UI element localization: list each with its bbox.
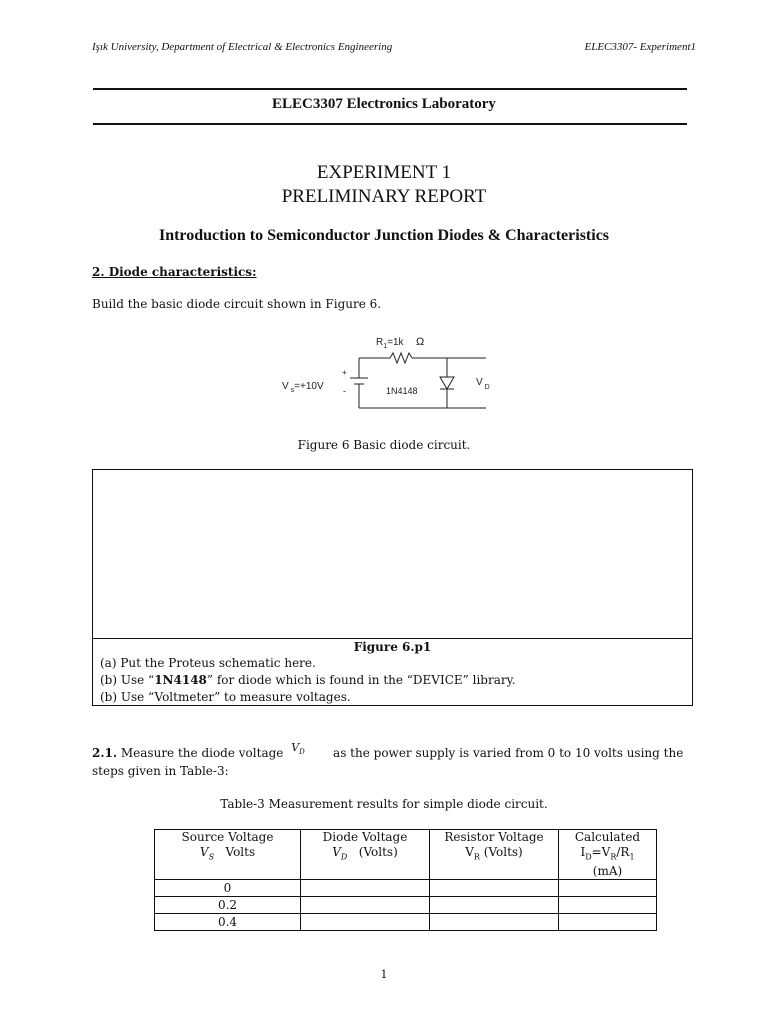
intro-title: Introduction to Semiconductor Junction Diodes & Characteristics (158, 227, 610, 244)
calculated-unit: (mA) (592, 864, 623, 879)
experiment-title: EXPERIMENT 1 (316, 162, 452, 183)
bottom-rule (93, 123, 687, 125)
table-header-row (155, 830, 657, 880)
report-title: PRELIMINARY REPORT (281, 186, 487, 207)
cell-calculated[interactable] (559, 914, 657, 931)
diode-voltage-var: V (332, 845, 341, 859)
instruction-b-part: 1N4148 (154, 673, 207, 687)
header-resistor-voltage (430, 830, 559, 880)
cell-diode[interactable] (301, 880, 430, 897)
table-caption: Table-3 Measurement results for simple diode circuit. (220, 797, 548, 811)
cell-source: 0.2 (155, 897, 301, 914)
resistor-subscript: 1 (383, 343, 388, 350)
build-text: Build the basic diode circuit shown in Figure 6. (92, 297, 382, 311)
resistor-voltage-sub: R (473, 852, 480, 862)
table-row (155, 914, 657, 931)
header-right: ELEC3307- Experiment1 (584, 41, 696, 53)
source-voltage-var: V (199, 845, 209, 859)
diode-voltage-title: Diode Voltage (322, 830, 408, 844)
source-voltage-unit: Volts (225, 845, 256, 859)
diode-voltage-sub: D (340, 852, 348, 862)
source-voltage-title: Source Voltage (181, 830, 274, 844)
box-divider (93, 638, 692, 639)
cell-diode[interactable] (301, 897, 430, 914)
box-title: Figure 6.p1 (353, 640, 432, 654)
instruction-b-suffix: ” for diode which is found in the “DEVICE” library. (206, 673, 516, 687)
step-number: 2.1. (92, 746, 118, 760)
ohm-symbol: Ω (416, 336, 425, 348)
cell-calculated[interactable] (559, 880, 657, 897)
table-row (155, 880, 657, 897)
source-label: V (282, 381, 289, 392)
cell-source: 0.4 (155, 914, 301, 931)
diode-voltage-unit: (Volts) (358, 845, 398, 859)
battery-plus-sign: + (342, 368, 347, 377)
header-calculated (559, 830, 657, 880)
step-text-post: as the power supply is varied from 0 to 10 volts using the (333, 746, 684, 760)
source-value: =+10V (294, 381, 324, 392)
cell-source: 0 (155, 880, 301, 897)
schematic-answer-box (92, 469, 693, 706)
svg-text:R1=1k (376, 337, 405, 350)
calculated-formula: $I_D=V_R/R_1$ (580, 845, 635, 862)
step-var (287, 741, 329, 756)
step-var-symbol: V (291, 741, 300, 754)
diode-part-label: 1N4148 (386, 386, 418, 396)
cell-diode[interactable] (301, 914, 430, 931)
page-number: 1 (380, 968, 388, 981)
cell-calculated[interactable] (559, 897, 657, 914)
diode-circuit-schematic (270, 330, 500, 420)
step-text-pre: Measure the diode voltage (120, 746, 284, 760)
section-heading: 2. Diode characteristics: (92, 265, 257, 279)
vd-subscript: D (484, 384, 490, 391)
step-var-sub: D (299, 748, 305, 757)
resistor-voltage-title: Resistor Voltage (444, 830, 544, 844)
resistor-voltage-var: V (465, 845, 474, 859)
resistor-label: R (376, 337, 384, 348)
figure6-caption: Figure 6 Basic diode circuit. (297, 438, 471, 452)
calculated-title: Calculated (574, 830, 641, 844)
cell-resistor[interactable] (430, 914, 559, 931)
box-instruction-c: (b) Use “Voltmeter” to measure voltages. (100, 690, 351, 704)
source-voltage-sub: S (208, 852, 215, 862)
box-instruction-a: (a) Put the Proteus schematic here. (100, 656, 316, 670)
step-text-line2: steps given in Table-3: (92, 764, 229, 778)
svg-text:Vs=+10V (282, 381, 324, 394)
battery-minus-sign: - (343, 386, 346, 396)
instruction-b-prefix: (b) Use “ (100, 673, 155, 687)
resistor-value: =1k (387, 337, 404, 348)
table-row (155, 897, 657, 914)
svg-text:VD (476, 377, 490, 391)
box-instruction-b (100, 673, 516, 687)
measurement-table (154, 829, 657, 931)
cell-resistor[interactable] (430, 880, 559, 897)
vd-label: V (476, 377, 483, 388)
header-diode-voltage (301, 830, 430, 880)
step-2-1 (92, 741, 684, 762)
resistor-voltage-unit: (Volts) (483, 845, 523, 859)
header-source-voltage (155, 830, 301, 880)
top-rule (93, 88, 687, 90)
source-subscript: s (290, 387, 295, 394)
cell-resistor[interactable] (430, 897, 559, 914)
header-left: Işık University, Department of Electrical & Electronics Engineering (92, 41, 393, 53)
lab-title: ELEC3307 Electronics Laboratory (272, 96, 496, 112)
